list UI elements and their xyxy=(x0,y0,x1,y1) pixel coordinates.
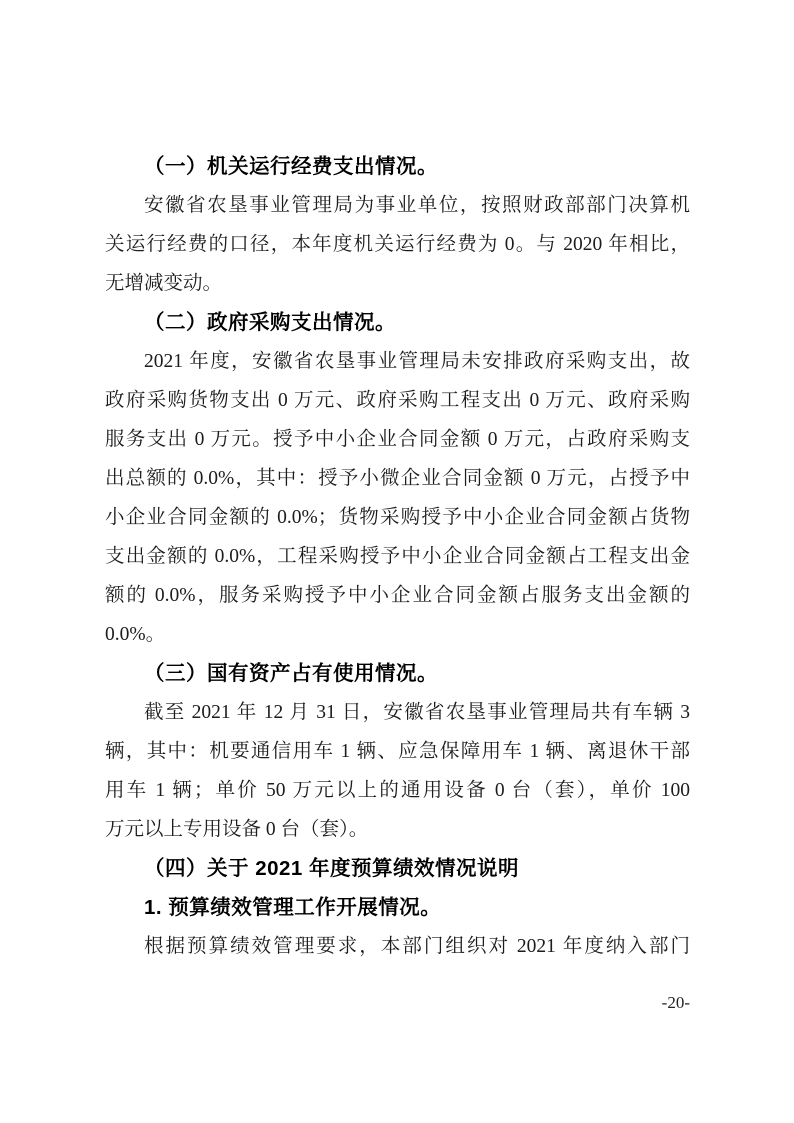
text-line: 服务支出 0 万元。授予中小企业合同金额 0 万元，占政府采购支 xyxy=(105,429,690,450)
text-line: 小企业合同金额的 0.0%；货物采购授予中小企业合同金额占货物 xyxy=(105,507,690,528)
text-line: 0.0%。 xyxy=(105,624,166,645)
text-line: 截至 2021 年 12 月 31 日，安徽省农垦事业管理局共有车辆 3 xyxy=(144,702,690,723)
text-line: 额的 0.0%，服务采购授予中小企业合同金额占服务支出金额的 xyxy=(105,585,690,606)
section-heading-4: （四）关于 2021 年度预算绩效情况说明 xyxy=(144,857,519,880)
text-line: 关运行经费的口径，本年度机关运行经费为 0。与 2020 年相比， xyxy=(105,234,690,255)
document-body xyxy=(105,147,690,966)
text-line: 出总额的 0.0%，其中：授予小微企业合同金额 0 万元，占授予中 xyxy=(105,468,690,489)
section-heading-2: （二）政府采购支出情况。 xyxy=(144,311,396,334)
text-line: 万元以上专用设备 0 台（套）。 xyxy=(105,819,369,840)
text-line: 安徽省农垦事业管理局为事业单位，按照财政部部门决算机 xyxy=(144,195,690,216)
text-line: 支出金额的 0.0%，工程采购授予中小企业合同金额占工程支出金 xyxy=(105,546,690,567)
section-heading-3: （三）国有资产占有使用情况。 xyxy=(144,662,438,685)
page-number: -20- xyxy=(661,993,690,1012)
text-line: 用车 1 辆；单价 50 万元以上的通用设备 0 台（套），单价 100 xyxy=(105,780,690,801)
subsection-heading-4-1: 1. 预算绩效管理工作开展情况。 xyxy=(144,896,442,919)
text-line: 2021 年度，安徽省农垦事业管理局未安排政府采购支出，故 xyxy=(144,351,690,372)
text-line: 无增减变动。 xyxy=(105,273,223,294)
text-line: 根据预算绩效管理要求，本部门组织对 2021 年度纳入部门 xyxy=(144,936,690,957)
text-line: 政府采购货物支出 0 万元、政府采购工程支出 0 万元、政府采购 xyxy=(105,390,690,411)
section-heading-1: （一）机关运行经费支出情况。 xyxy=(144,155,438,178)
text-line: 辆，其中：机要通信用车 1 辆、应急保障用车 1 辆、离退休干部 xyxy=(105,741,690,762)
